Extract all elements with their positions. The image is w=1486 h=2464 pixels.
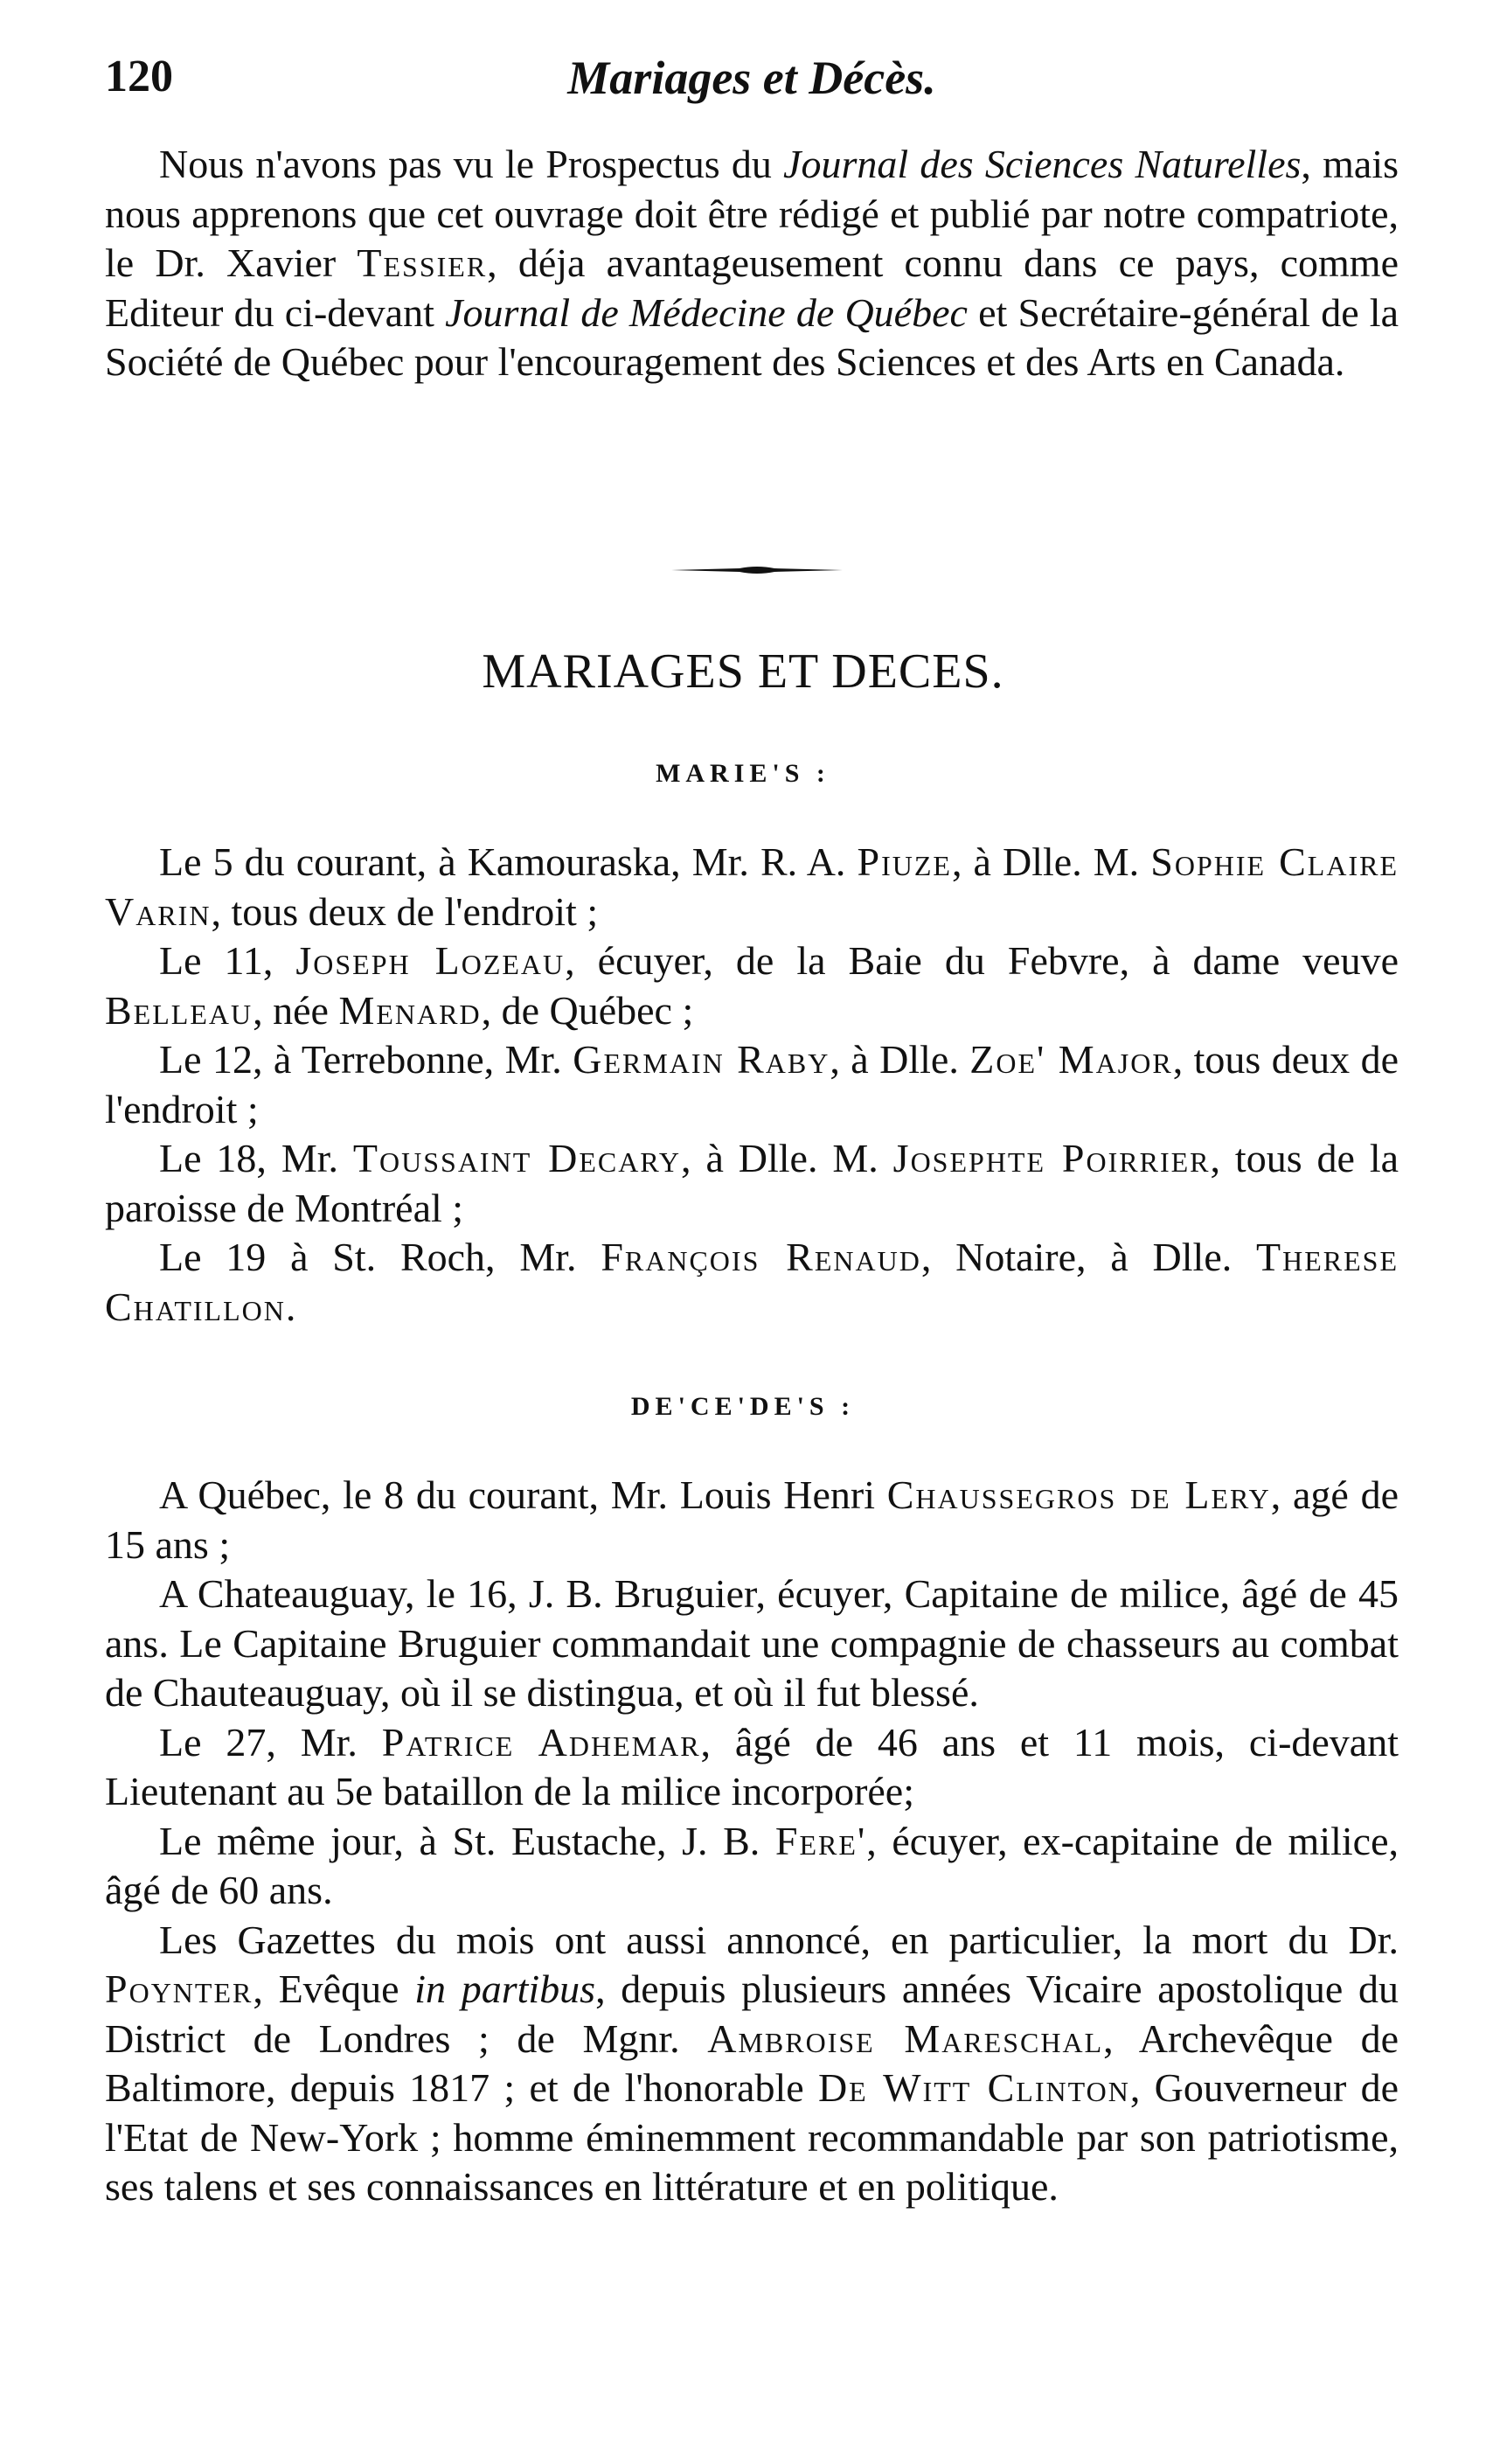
name-tessier: Tessier xyxy=(357,240,488,285)
ornamental-rule xyxy=(671,565,843,575)
section-title: MARIAGES ET DECES. xyxy=(482,644,1004,699)
death-entry: A Chateauguay, le 16, J. B. Bruguier, écuyer, Capitaine de milice, âgé de 45 ans. Le Capitaine Bruguier commandait une compagnie de chasseurs au combat de Chauteauguay, où il se distingua, et où il fut blessé. xyxy=(105,1571,1399,1715)
intro-paragraph-block xyxy=(105,140,1399,387)
marriages-list xyxy=(105,838,1399,1332)
deces-heading: DE'CE'DE'S : xyxy=(630,1392,856,1421)
maries-heading: MARIE'S : xyxy=(656,759,830,788)
journal-sciences-title: Journal des Sciences Naturelles xyxy=(783,142,1302,186)
running-title: Mariages et Décès. xyxy=(567,52,936,104)
marriage-entry: Le 5 du courant, à Kamouraska, Mr. R. A. Piuze, à Dlle. M. Sophie Claire Varin, tous deux de l'endroit ; xyxy=(105,839,1399,934)
marriage-entry: Le 19 à St. Roch, Mr. François Renaud, Notaire, à Dlle. Therese Chatillon. xyxy=(105,1235,1399,1329)
journal-medecine-title: Journal de Médecine de Québec xyxy=(445,289,968,335)
marriage-entry: Le 18, Mr. Toussaint Decary, à Dlle. M. Josephte Poirrier, tous de la paroisse de Montréal ; xyxy=(105,1136,1399,1230)
marriage-entry: Le 12, à Terrebonne, Mr. Germain Raby, à Dlle. Zoe' Major, tous deux de l'endroit ; xyxy=(105,1037,1399,1131)
marriage-entry: Le 11, Joseph Lozeau, écuyer, de la Baie du Febvre, à dame veuve Belleau, née Menard, de Québec ; xyxy=(105,938,1399,1033)
deaths-list xyxy=(105,1471,1399,2212)
page-header xyxy=(105,51,1399,112)
death-entry: Les Gazettes du mois ont aussi annoncé, en particulier, la mort du Dr. Poynter, Evêque in partibus, depuis plusieurs années Vicaire apostolique du District de Londres ; de Mgnr. Ambroise Mareschal, Archevêque de Baltimore, depuis 1817 ; et de l'honorable De Witt Clinton, Gouverneur de l'Etat de New-York ; homme éminemment recommandable par son patriotisme, ses talens et ses connaissances en littérature et en politique. xyxy=(105,1917,1399,2209)
intro-paragraph: Nous n'avons pas vu le Prospectus du Journal des Sciences Naturelles, mais nous apprenons que cet ouvrage doit être rédigé et publié par notre compatriote, le Dr. Xavier Tessier, déja avantageusement connu dans ce pays, comme Editeur du ci-devant Journal de Médecine de Québec et Secrétaire-général de la Société de Québec pour l'encouragement des Sciences et des Arts en Canada. xyxy=(105,142,1399,384)
page-number: 120 xyxy=(105,52,173,101)
death-entry: Le même jour, à St. Eustache, J. B. Fere', écuyer, ex-capitaine de milice, âgé de 60 ans. xyxy=(105,1818,1399,1912)
death-entry: Le 27, Mr. Patrice Adhemar, âgé de 46 ans et 11 mois, ci-devant Lieutenant au 5e bataillon de la milice incorporée; xyxy=(105,1719,1399,1813)
death-entry: A Québec, le 8 du courant, Mr. Louis Henri Chaussegros de Lery, agé de 15 ans ; xyxy=(105,1472,1399,1567)
